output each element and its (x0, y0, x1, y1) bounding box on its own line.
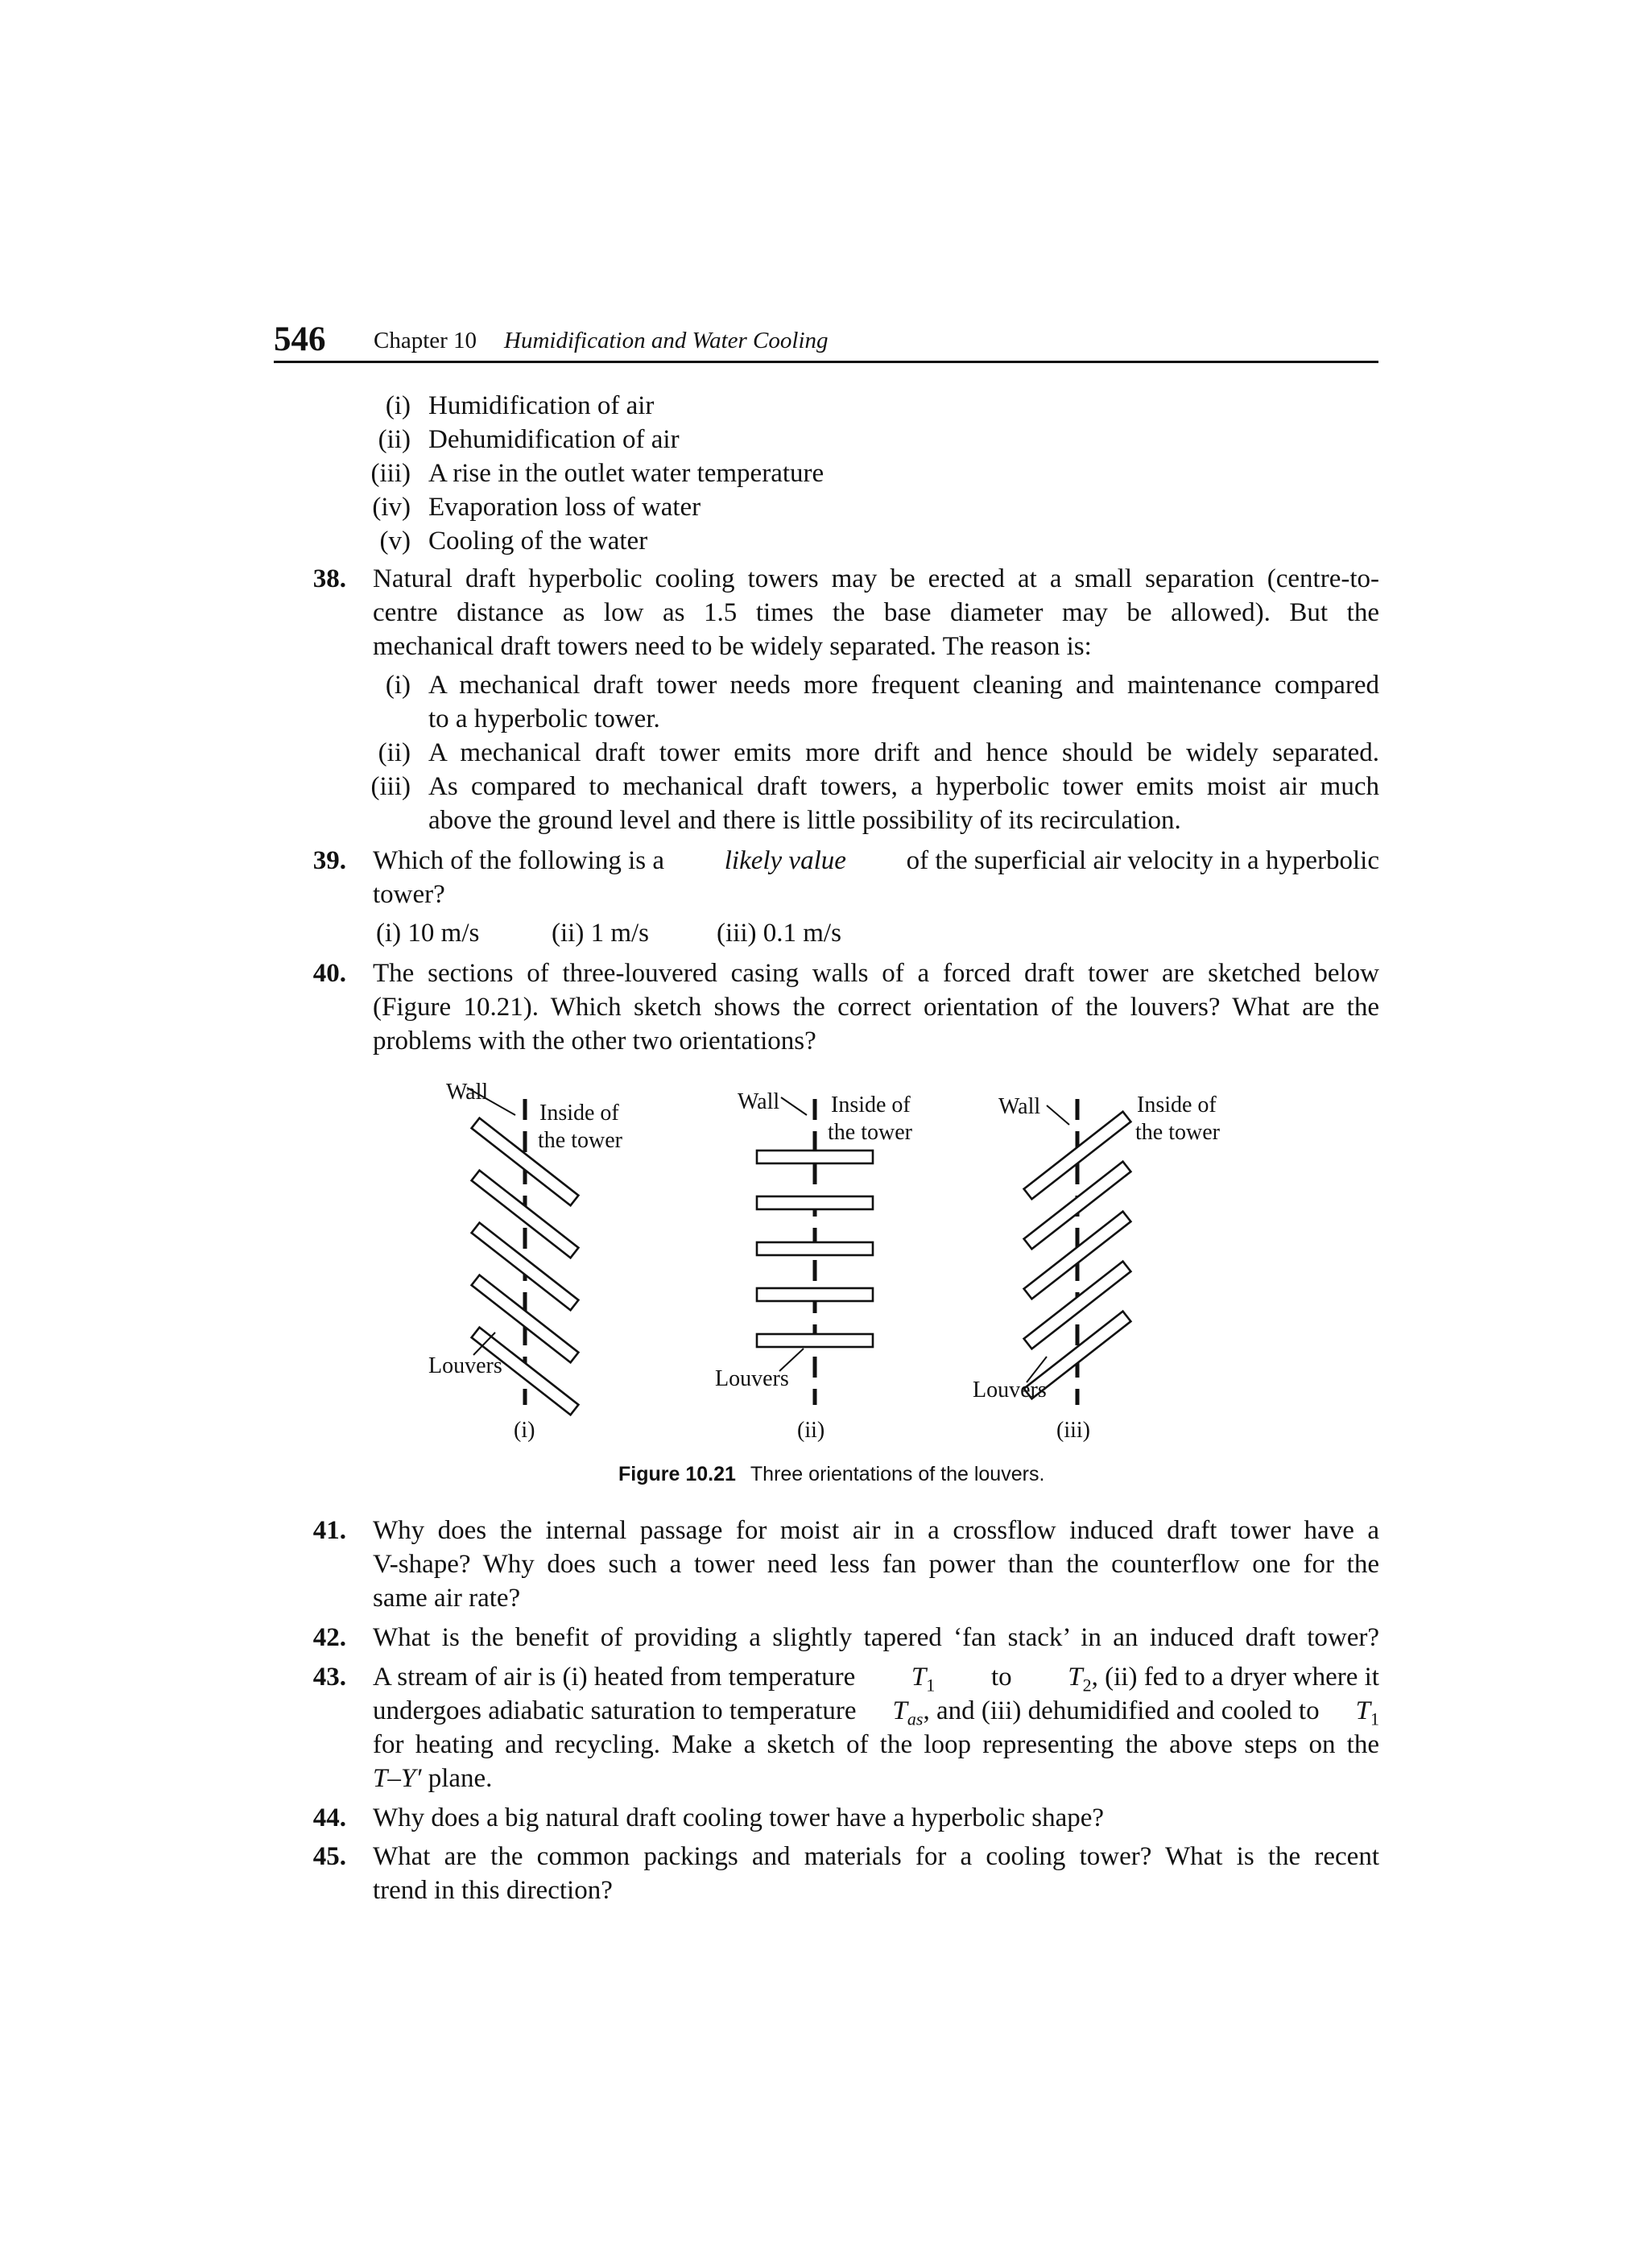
option-text: A rise in the outlet water temperature (428, 459, 824, 488)
subfigure-label: (ii) (797, 1418, 825, 1443)
option-number: (ii) (378, 425, 411, 454)
option-number: (i) (385, 671, 411, 700)
question-number: 41. (312, 1516, 346, 1545)
inside-label: the tower (1135, 1120, 1220, 1145)
emphasis-text: likely value (724, 846, 846, 875)
question-number: 43. (312, 1663, 346, 1692)
option-number: (iv) (372, 493, 411, 522)
wall-label: Wall (738, 1089, 780, 1114)
math-var: T–Y′ (373, 1764, 422, 1793)
inside-label: Inside of (539, 1101, 619, 1126)
question-text: (Figure 10.21). Which sketch shows the correct orientation of the louvers? What are the (373, 993, 1379, 1022)
option-text: Evaporation loss of water (428, 493, 701, 522)
question-line (373, 1762, 492, 1795)
louvers-label: Louvers (973, 1378, 1047, 1403)
subfigure-label: (iii) (1056, 1418, 1090, 1443)
question-text: to (990, 1663, 1012, 1692)
running-header (274, 320, 1378, 363)
inside-label: the tower (538, 1128, 622, 1153)
option-text: Dehumidification of air (428, 425, 680, 454)
subfigure-label: (i) (514, 1418, 535, 1443)
question-text: for heating and recycling. Make a sketch of the loop representing the above steps on the (373, 1730, 1379, 1759)
question-text: centre distance as low as 1.5 times the base diameter may be allowed). But the (373, 598, 1379, 627)
option-text: A mechanical draft tower needs more frequent cleaning and maintenance compared (428, 671, 1379, 700)
question-text: plane. (428, 1764, 493, 1793)
caption-text: Three orientations of the louvers. (750, 1463, 1045, 1485)
math-var: $T_1$ (1355, 1696, 1379, 1729)
figure-louvers (403, 1067, 1272, 1453)
math-var: $T_{as}$, and (iii) dehumidified and cooled to (892, 1696, 1320, 1729)
question-text: Which of the following is a (373, 846, 665, 875)
option-text: to a hyperbolic tower. (428, 704, 660, 733)
question-number: 45. (312, 1842, 346, 1871)
question-text: The sections of three-louvered casing walls of a forced draft tower are sketched below (373, 959, 1379, 988)
chapter-label: Chapter 10 (374, 328, 477, 353)
figure-caption (618, 1462, 1044, 1486)
caption-label: Figure 10.21 (618, 1463, 736, 1485)
question-text: of the superficial air velocity in a hyperbolic (906, 846, 1379, 875)
question-text: Natural draft hyperbolic cooling towers may be erected at a small separation (centre-to- (373, 564, 1379, 593)
question-text: A stream of air is (i) heated from temperature (373, 1663, 856, 1692)
option-text: Humidification of air (428, 391, 655, 420)
option-text: above the ground level and there is little possibility of its recirculation. (428, 806, 1181, 835)
wall-label: Wall (446, 1080, 489, 1105)
option-number: (i) (385, 391, 411, 420)
question-number: 44. (312, 1803, 346, 1832)
inside-label: Inside of (1137, 1093, 1217, 1117)
option-text: (iii) 0.1 m/s (717, 919, 841, 948)
option-number: (iii) (370, 772, 411, 801)
question-text: trend in this direction? (373, 1876, 613, 1905)
option-number: (ii) (378, 738, 411, 767)
option-text: As compared to mechanical draft towers, a hyperbolic tower emits moist air much (428, 772, 1379, 801)
option-number: (iii) (370, 459, 411, 488)
wall-label: Wall (998, 1094, 1041, 1119)
louvers-label: Louvers (715, 1366, 789, 1391)
option-text: A mechanical draft tower emits more drift and hence should be widely separated. (428, 738, 1379, 767)
inside-label: Inside of (831, 1093, 911, 1117)
question-text: What is the benefit of providing a slightly tapered ‘fan stack’ in an induced draft tower? (373, 1623, 1379, 1652)
question-text: mechanical draft towers need to be widely separated. The reason is: (373, 632, 1092, 661)
option-number: (v) (379, 527, 411, 556)
question-text: tower? (373, 880, 445, 909)
question-text: same air rate? (373, 1584, 521, 1613)
question-number: 42. (312, 1623, 346, 1652)
question-text: What are the common packings and materials for a cooling tower? What is the recent (373, 1842, 1379, 1871)
math-var: $T_2$, (ii) fed to a dryer where it (1068, 1663, 1379, 1696)
question-text: undergoes adiabatic saturation to temperature (373, 1696, 857, 1725)
question-line (373, 844, 1379, 878)
question-text: problems with the other two orientations? (373, 1027, 816, 1056)
question-number: 39. (312, 846, 346, 875)
question-text: Why does the internal passage for moist air in a crossflow induced draft tower have a (373, 1516, 1379, 1545)
page-number: 546 (274, 320, 326, 358)
louvers-iii (1024, 1112, 1131, 1399)
option-text: (i) 10 m/s (376, 919, 480, 948)
option-text: (ii) 1 m/s (552, 919, 649, 948)
chapter-title: Humidification and Water Cooling (504, 328, 829, 353)
math-var: $T_1$ (911, 1663, 936, 1696)
question-text: V-shape? Why does such a tower need less fan power than the counterflow one for the (373, 1550, 1379, 1579)
question-text: Why does a big natural draft cooling tower have a hyperbolic shape? (373, 1803, 1105, 1832)
question-number: 40. (312, 959, 346, 988)
louvers-label: Louvers (428, 1353, 502, 1378)
question-number: 38. (312, 564, 346, 593)
option-text: Cooling of the water (428, 527, 648, 556)
inside-label: the tower (828, 1120, 912, 1145)
